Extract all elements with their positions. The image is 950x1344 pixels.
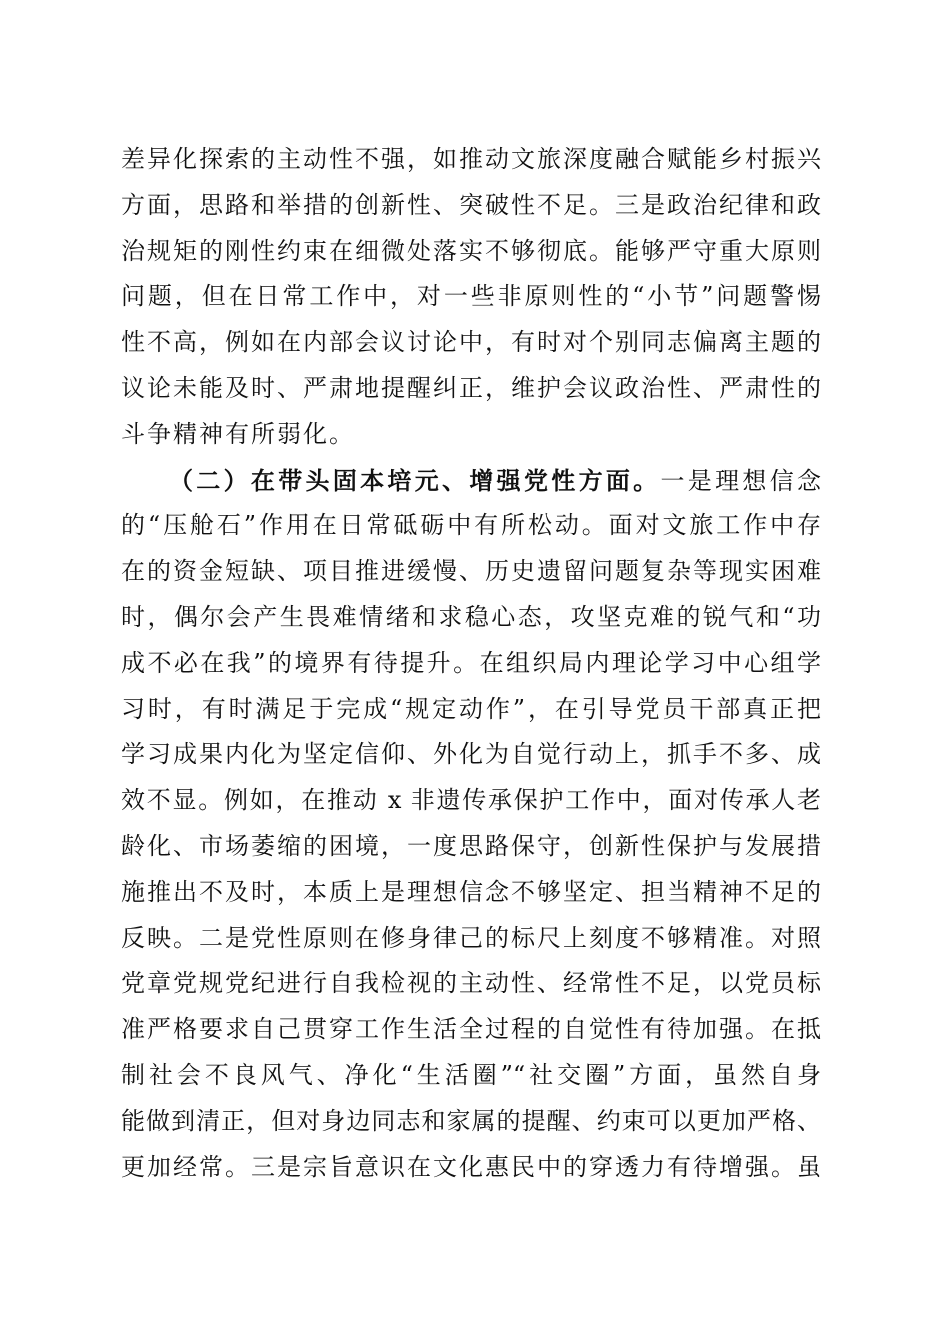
paragraph-2	[121, 458, 821, 1191]
paragraph-2-line-2: 的“压舱石”作用在日常砥砺中有所松动。面对文旅工作中存	[121, 511, 821, 540]
paragraph-2-line-8: 效不显。例如，在推动 x 非遗传承保护工作中，面对传承人老	[121, 786, 821, 815]
paragraph-1-line-5: 性不高，例如在内部会议讨论中，有时对个别同志偏离主题的	[121, 328, 821, 357]
paragraph-2-line-15: 能做到清正，但对身边同志和家属的提醒、约束可以更加严格、	[121, 1106, 821, 1135]
paragraph-2-line-7: 学习成果内化为坚定信仰、外化为自觉行动上，抓手不多、成	[121, 740, 821, 769]
paragraph-1-line-4: 问题，但在日常工作中，对一些非原则性的“小节”问题警惕	[121, 282, 821, 311]
paragraph-2-line-11: 反映。二是党性原则在修身律己的标尺上刻度不够精准。对照	[121, 923, 821, 952]
paragraph-1-line-1: 差异化探索的主动性不强，如推动文旅深度融合赋能乡村振兴	[121, 145, 821, 173]
paragraph-1-line-2: 方面，思路和举措的创新性、突破性不足。三是政治纪律和政	[121, 190, 821, 219]
paragraph-2-first-line-rest: 一是理想信念	[660, 466, 822, 495]
paragraph-2-line-13: 准严格要求自己贯穿工作生活全过程的自觉性有待加强。在抵	[121, 1015, 821, 1044]
paragraph-2-line-9: 龄化、市场萎缩的困境，一度思路保守，创新性保护与发展措	[121, 831, 821, 860]
paragraph-2-line-12: 党章党规党纪进行自我检视的主动性、经常性不足，以党员标	[121, 969, 821, 998]
paragraph-2-first-line	[121, 458, 821, 504]
paragraph-1-line-3: 治规矩的刚性约束在细微处落实不够彻底。能够严守重大原则	[121, 236, 821, 265]
paragraph-2-line-6: 习时，有时满足于完成“规定动作”，在引导党员干部真正把	[121, 694, 821, 723]
paragraph-1	[121, 137, 821, 458]
paragraph-2-line-16: 更加经常。三是宗旨意识在文化惠民中的穿透力有待增强。虽	[121, 1152, 821, 1181]
paragraph-2-line-10: 施推出不及时，本质上是理想信念不够坚定、担当精神不足的	[121, 877, 821, 906]
paragraph-1-line-6: 议论未能及时、严肃地提醒纠正，维护会议政治性、严肃性的	[121, 373, 821, 402]
paragraph-2-line-4: 时，偶尔会产生畏难情绪和求稳心态，攻坚克难的锐气和“功	[121, 602, 821, 631]
section-heading: （二）在带头固本培元、增强党性方面。	[169, 465, 661, 495]
paragraph-2-line-14: 制社会不良风气、净化“生活圈”“社交圈”方面，虽然自身	[121, 1060, 821, 1089]
paragraph-2-line-5: 成不必在我”的境界有待提升。在组织局内理论学习中心组学	[121, 648, 821, 677]
paragraph-2-line-3: 在的资金短缺、项目推进缓慢、历史遗留问题复杂等现实困难	[121, 557, 821, 586]
document-body	[121, 137, 821, 1190]
paragraph-1-line-7: 斗争精神有所弱化。	[121, 419, 355, 448]
